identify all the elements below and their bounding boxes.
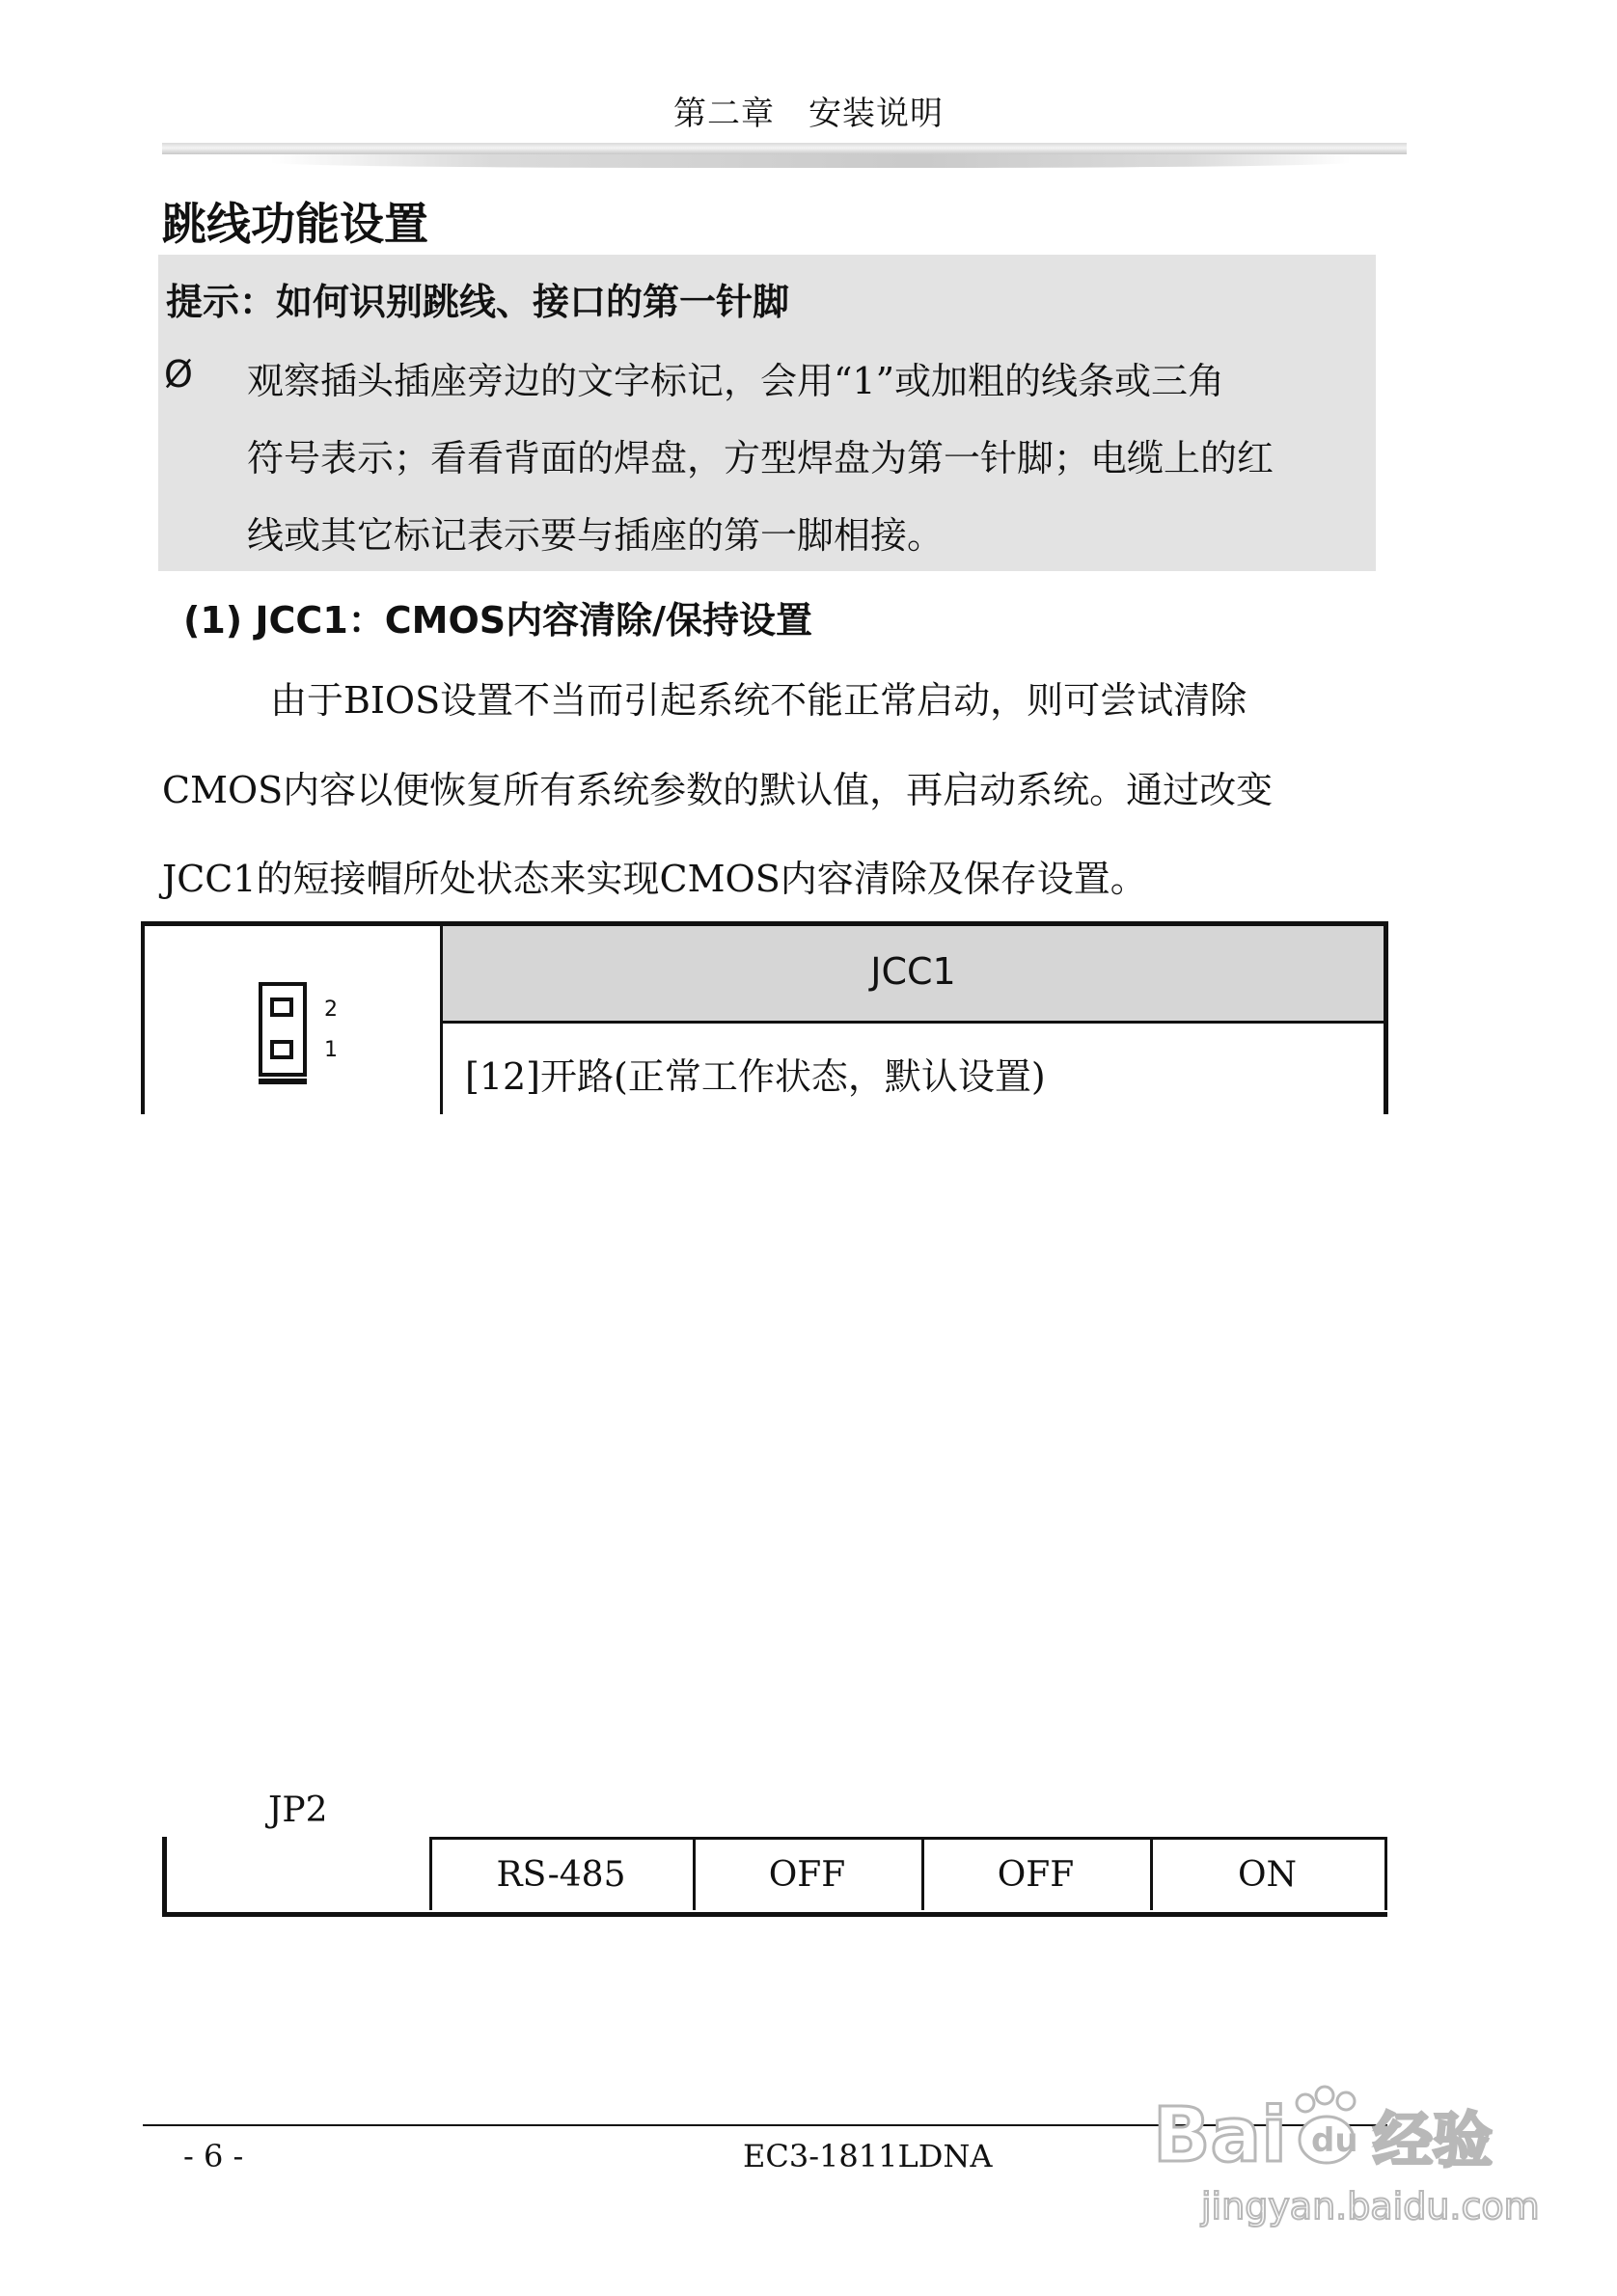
baidu-watermark-logo	[1143, 2074, 1548, 2248]
model-number: EC3-1811LDNA	[743, 2138, 993, 2174]
paw-icon	[1297, 2087, 1358, 2163]
header-rule	[162, 143, 1407, 154]
jcc1-table-row: [12]开路(正常工作状态，默认设置)	[465, 1055, 1046, 1098]
jcc1-table-left-border	[141, 921, 145, 1114]
jp2-table-row	[162, 1837, 1387, 1914]
page-number: - 6 -	[183, 2138, 244, 2174]
jcc1-paragraph-line-3: JCC1的短接帽所处状态来实现CMOS内容清除及保存设置。	[162, 858, 1147, 900]
pin-label-2: 2	[324, 998, 338, 1022]
header-rule-shadow	[270, 154, 1351, 168]
svg-text:du: du	[1311, 2121, 1358, 2160]
jumper-diagram-icon	[253, 982, 313, 1088]
watermark-brand: Bai	[1153, 2092, 1287, 2179]
jcc1-paragraph-line-2: CMOS内容以便恢复所有系统参数的默认值，再启动系统。通过改变	[162, 769, 1274, 811]
jcc1-heading: (1) JCC1：CMOS内容清除/保持设置	[183, 599, 813, 642]
tip-title: 提示：如何识别跳线、接口的第一针脚	[166, 281, 790, 323]
jp2-cell-4: ON	[1150, 1837, 1387, 1910]
jp2-cell-2: OFF	[693, 1837, 924, 1910]
jp2-cell-1: RS-485	[429, 1837, 696, 1910]
bullet-icon: Ø	[164, 353, 193, 396]
watermark-suffix: 经验	[1373, 2105, 1494, 2175]
jp2-label: JP2	[268, 1790, 328, 1830]
jp2-cell-0	[162, 1837, 432, 1910]
jcc1-table-right-border	[1384, 921, 1388, 1114]
jp2-table-bottom-border	[162, 1912, 1387, 1917]
section-title: 跳线功能设置	[162, 198, 428, 250]
tip-line-2: 符号表示；看看背面的焊盘，方型焊盘为第一针脚；电缆上的红	[247, 437, 1274, 479]
jcc1-table-header: JCC1	[870, 950, 956, 993]
chapter-header: 第二章 安装说明	[673, 95, 944, 133]
watermark-url: jingyan.baidu.com	[1201, 2185, 1540, 2228]
pin-label-1: 1	[324, 1038, 338, 1062]
tip-line-3: 线或其它标记表示要与插座的第一脚相接。	[247, 514, 945, 557]
tip-line-1: 观察插头插座旁边的文字标记，会用“1”或加粗的线条或三角	[247, 360, 1225, 402]
jcc1-paragraph-line-1: 由于BIOS设置不当而引起系统不能正常启动，则可尝试清除	[270, 679, 1247, 722]
jp2-cell-3: OFF	[921, 1837, 1153, 1910]
